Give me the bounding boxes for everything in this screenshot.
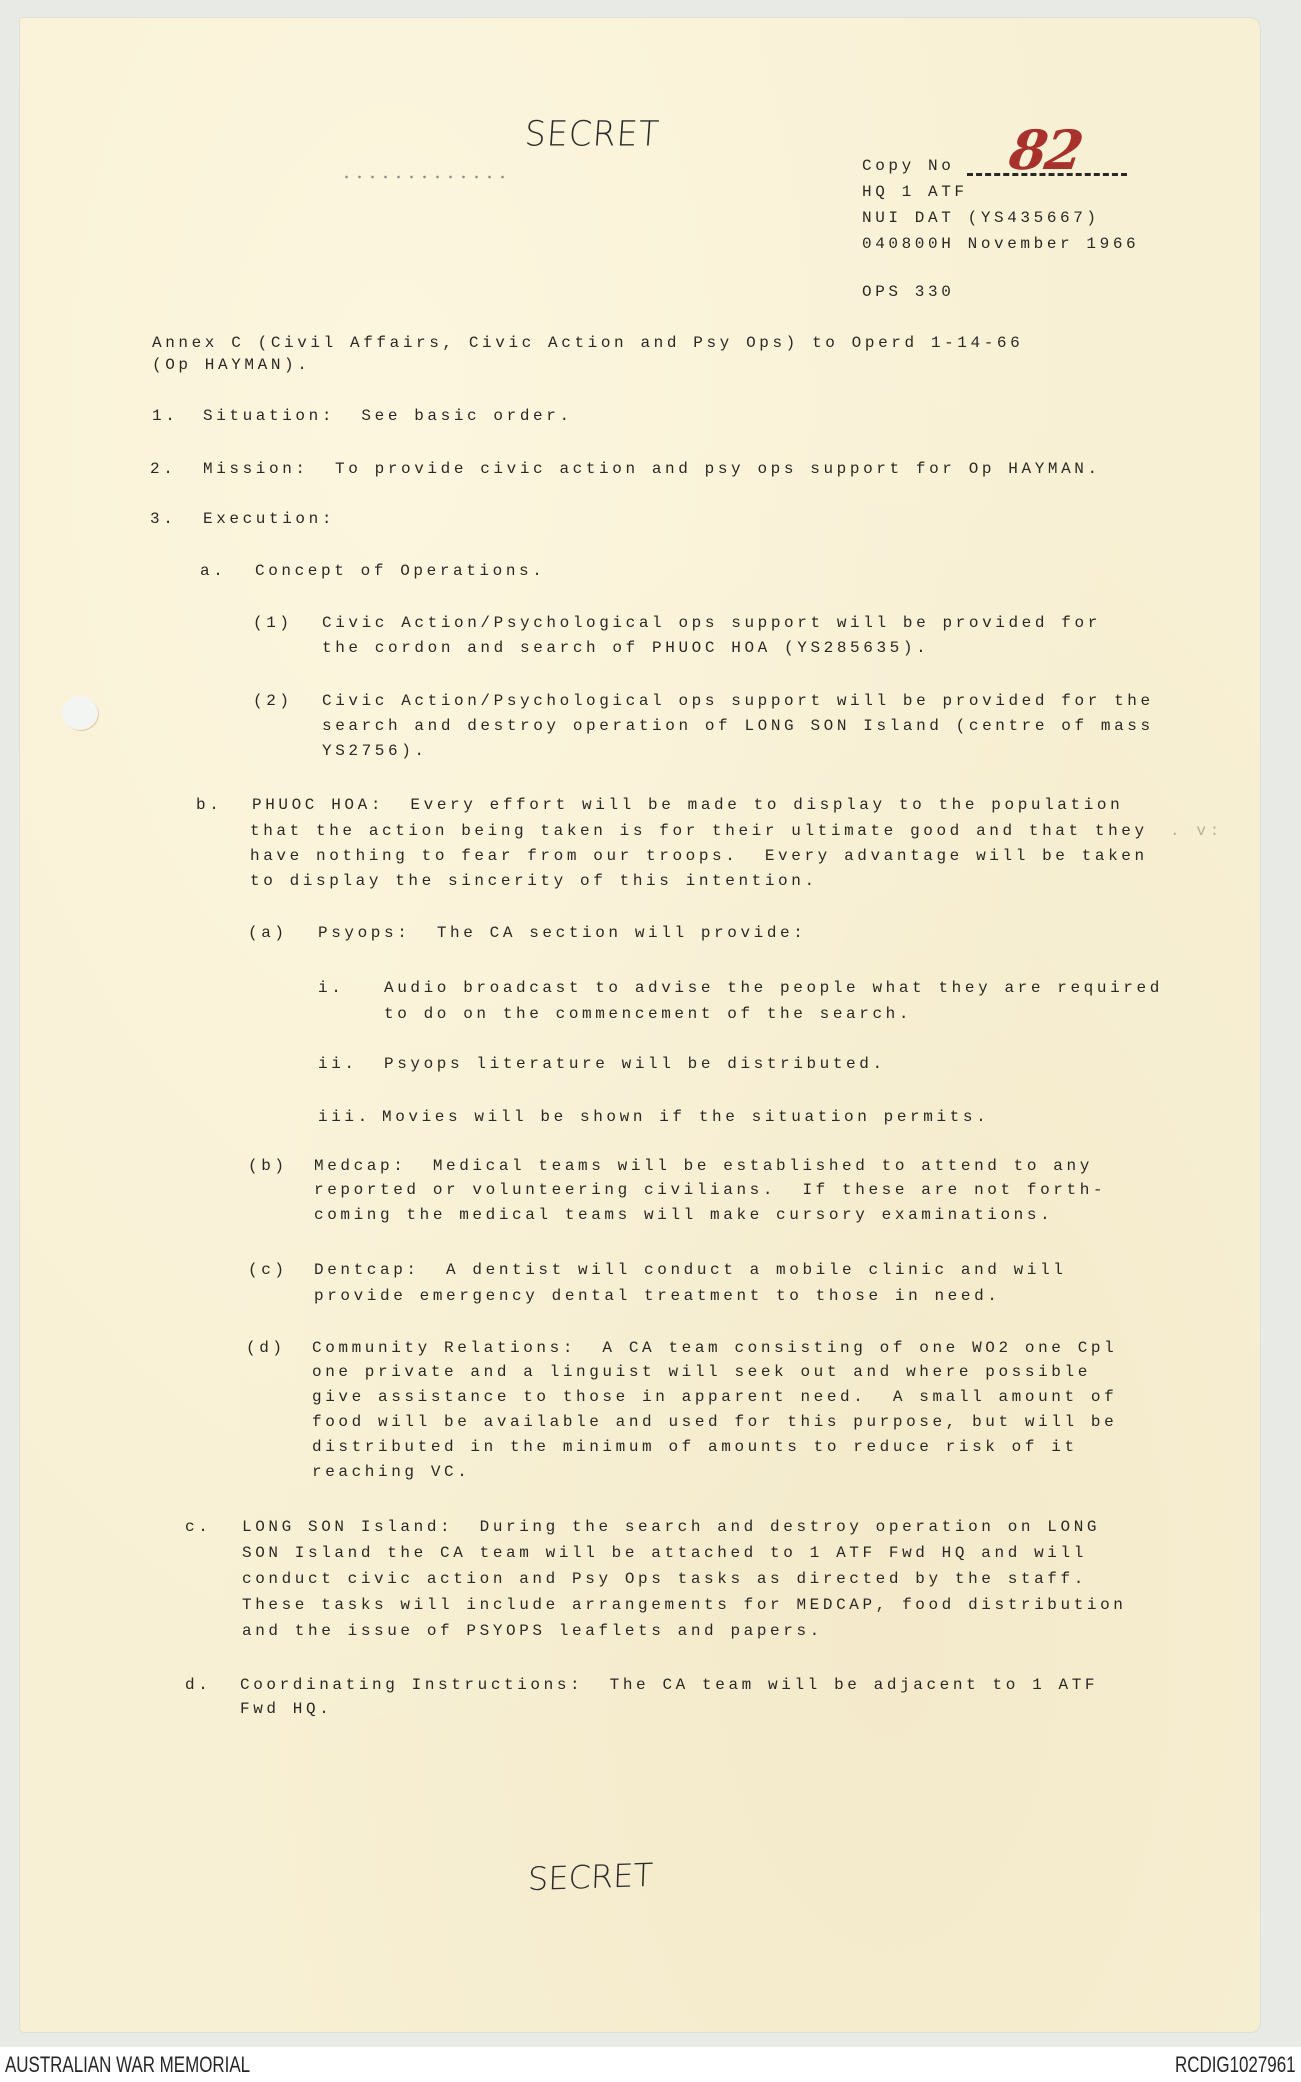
para-a2-line: YS2756). [322, 742, 428, 760]
psyops-item-i-line: Audio broadcast to advise the people what they are required [384, 979, 1163, 997]
margin-mark: . v: [1170, 822, 1223, 840]
para-2-num: 2. [150, 460, 177, 478]
community-line: give assistance to those in apparent need. A small amount of [312, 1388, 1118, 1406]
para-3-num: 3. [150, 510, 177, 528]
para-d-line: Fwd HQ. [240, 1700, 333, 1718]
para-c-line: SON Island the CA team will be attached to 1 ATF Fwd HQ and will [242, 1544, 1087, 1562]
para-b-line: to display the sincerity of this intention. [250, 872, 818, 890]
dentcap-line: provide emergency dental treatment to those in need. [314, 1287, 1001, 1305]
para-1-num: 1. [152, 407, 179, 425]
para-c-line: conduct civic action and Psy Ops tasks as directed by the staff. [242, 1570, 1087, 1588]
para-a1-line: the cordon and search of PHUOC HOA (YS285635). [322, 639, 930, 657]
para-d-line: Coordinating Instructions: The CA team will be adjacent to 1 ATF [240, 1676, 1099, 1694]
classification-bottom: SECRET [527, 1855, 654, 1899]
para-d-num: d. [185, 1676, 212, 1694]
psyops-item-iii-line: Movies will be shown if the situation permits. [382, 1108, 990, 1126]
psyops-item-i-line: to do on the commencement of the search. [384, 1005, 913, 1023]
para-bd-num: (d) [246, 1339, 286, 1357]
para-a1-num: (1) [253, 614, 293, 632]
para-ba-num: (a) [248, 924, 288, 942]
para-c-line: These tasks will include arrangements for MEDCAP, food distribution [242, 1596, 1127, 1614]
medcap-line: reported or volunteering civilians. If these are not forth- [314, 1181, 1107, 1199]
ink-specks [340, 175, 510, 179]
para-3-text: Execution: [203, 510, 336, 528]
image-id-label: RCDIG1027961 [1175, 2052, 1296, 2077]
para-a2-line: search and destroy operation of LONG SON Island (centre of mass [322, 717, 1154, 735]
para-b-line: PHUOC HOA: Every effort will be made to display to the population [252, 796, 1124, 814]
annex-title-line-2: (Op HAYMAN). [152, 356, 311, 374]
community-line: one private and a linguist will seek out and where possible [312, 1363, 1091, 1381]
para-c-line: and the issue of PSYOPS leaflets and papers. [242, 1622, 823, 1640]
para-a1-line: Civic Action/Psychological ops support will be provided for [322, 614, 1101, 632]
psyops-item-i-num: i. [318, 979, 345, 997]
para-bb-num: (b) [248, 1157, 288, 1175]
reference-line: OPS 330 [862, 283, 955, 301]
copy-number: 82 [1005, 118, 1086, 182]
community-line: food will be available and used for this purpose, but will be [312, 1413, 1118, 1431]
para-1-text: Situation: See basic order. [203, 407, 573, 425]
para-2-text: Mission: To provide civic action and psy ops support for Op HAYMAN. [203, 460, 1101, 478]
annex-title-line-1: Annex C (Civil Affairs, Civic Action and Psy Ops) to Operd 1-14-66 [152, 334, 1024, 352]
psyops-item-ii-num: ii. [318, 1055, 358, 1073]
para-c-line: LONG SON Island: During the search and destroy operation on LONG [242, 1518, 1101, 1536]
institution-label: AUSTRALIAN WAR MEMORIAL [5, 2052, 251, 2077]
para-c-num: c. [185, 1518, 212, 1536]
dtg-line: 040800H November 1966 [862, 235, 1140, 253]
copy-label: Copy No [862, 157, 955, 175]
hq-line: HQ 1 ATF [862, 183, 968, 201]
para-a2-line: Civic Action/Psychological ops support will be provided for the [322, 692, 1154, 710]
para-b-line: that the action being taken is for their ultimate good and that they [250, 822, 1148, 840]
para-ba-text: Psyops: The CA section will provide: [318, 924, 807, 942]
community-line: reaching VC. [312, 1463, 471, 1481]
psyops-item-iii-num: iii. [318, 1108, 371, 1126]
medcap-line: coming the medical teams will make cursory examinations. [314, 1206, 1054, 1224]
para-a-text: Concept of Operations. [255, 562, 546, 580]
dentcap-line: Dentcap: A dentist will conduct a mobile clinic and will [314, 1261, 1067, 1279]
psyops-item-ii-line: Psyops literature will be distributed. [384, 1055, 886, 1073]
para-a-num: a. [200, 562, 227, 580]
medcap-line: Medcap: Medical teams will be established to attend to any [314, 1157, 1093, 1175]
location-line: NUI DAT (YS435667) [862, 209, 1100, 227]
community-line: Community Relations: A CA team consisting of one WO2 one Cpl [312, 1339, 1118, 1357]
punch-hole [62, 696, 98, 730]
classification-top: SECRET [523, 113, 662, 154]
para-b-num: b. [196, 796, 223, 814]
para-b-line: have nothing to fear from our troops. Every advantage will be taken [250, 847, 1148, 865]
document-page [20, 18, 1260, 2032]
para-a2-num: (2) [253, 692, 293, 710]
community-line: distributed in the minimum of amounts to reduce risk of it [312, 1438, 1078, 1456]
para-bc-num: (c) [248, 1261, 288, 1279]
